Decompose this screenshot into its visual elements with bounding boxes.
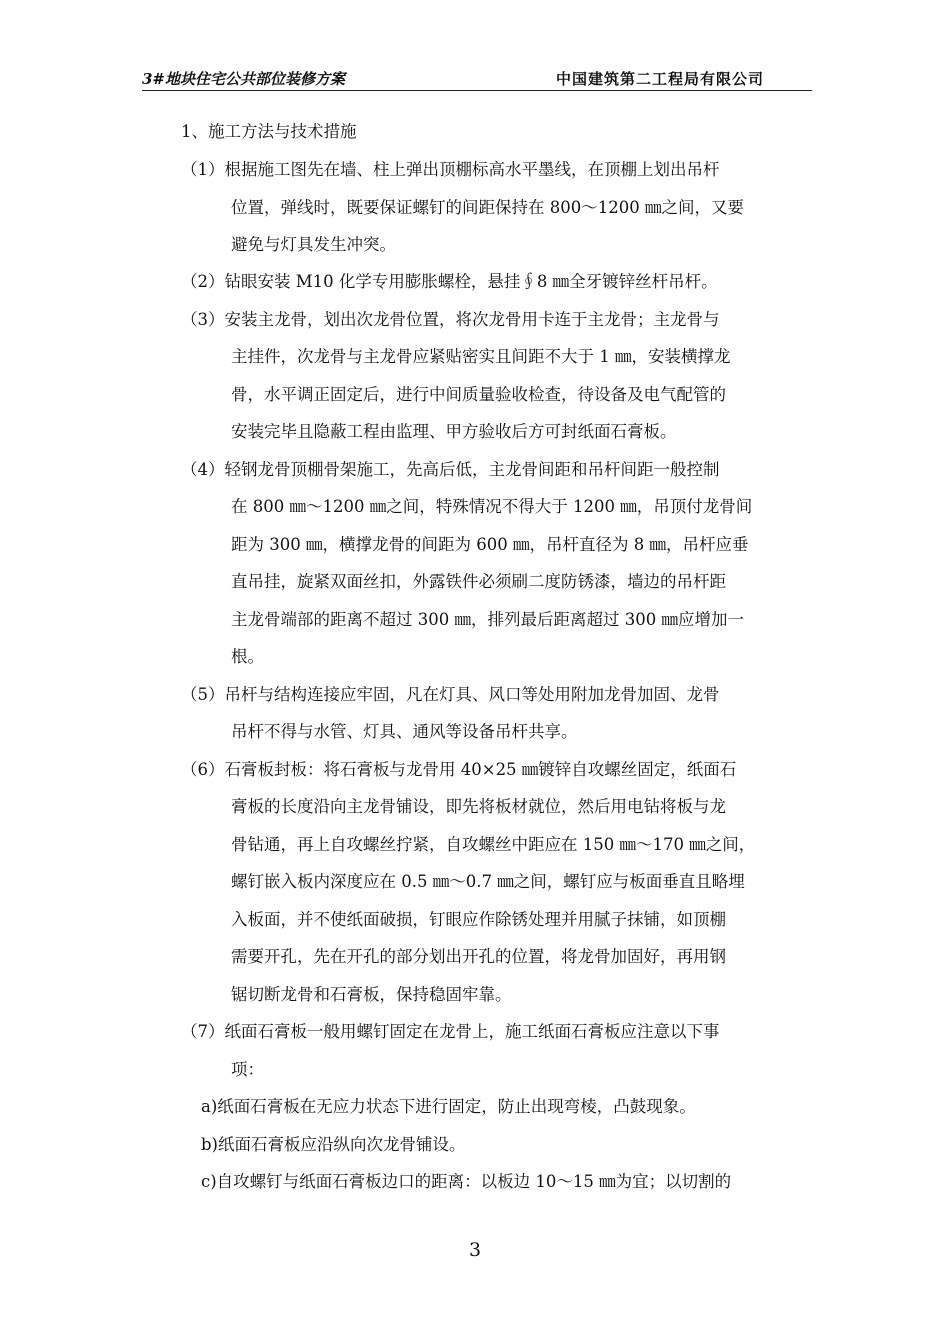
item-6-line-3: 骨钻通，再上自攻螺丝拧紧，自攻螺丝中距应在 150 ㎜～170 ㎜之间， bbox=[231, 835, 756, 854]
item-6-line-4: 螺钉嵌入板内深度应在 0.5 ㎜～0.7 ㎜之间，螺钉应与板面垂直且略埋 bbox=[231, 872, 745, 891]
page-number: 3 bbox=[468, 1239, 482, 1261]
item-1-line-1: （1）根据施工图先在墙、柱上弹出顶棚标高水平墨线，在顶棚上划出吊杆 bbox=[181, 160, 720, 179]
item-7-line-2: 项： bbox=[231, 1060, 264, 1079]
item-4-line-1: （4）轻钢龙骨顶棚骨架施工，先高后低，主龙骨间距和吊杆间距一般控制 bbox=[181, 460, 720, 479]
item-1-line-3: 避免与灯具发生冲突。 bbox=[231, 235, 396, 254]
sub-item-c: c)自攻螺钉与纸面石膏板边口的距离：以板边 10～15 ㎜为宜；以切割的 bbox=[201, 1172, 732, 1191]
header-company-name: 中国建筑第二工程局有限公司 bbox=[555, 70, 764, 88]
item-6-line-5: 入板面，并不使纸面破损，钉眼应作除锈处理并用腻子抹铺，如顶棚 bbox=[231, 910, 726, 929]
item-1-line-2: 位置，弹线时，既要保证螺钉的间距保持在 800～1200 ㎜之间，又要 bbox=[231, 198, 744, 217]
item-6-line-6: 需要开孔，先在开孔的部分划出开孔的位置，将龙骨加固好，再用钢 bbox=[231, 947, 726, 966]
item-3-line-4: 安装完毕且隐蔽工程由监理、甲方验收后方可封纸面石膏板。 bbox=[231, 422, 677, 441]
item-2-line-1: （2）钻眼安装 M10 化学专用膨胀螺栓，悬挂∮8 ㎜全牙镀锌丝杆吊杆。 bbox=[181, 272, 718, 291]
item-6-line-7: 锯切断龙骨和石膏板，保持稳固牢靠。 bbox=[231, 985, 512, 1004]
header-document-title: 3#地块住宅公共部位装修方案 bbox=[142, 70, 346, 88]
item-5-line-1: （5）吊杆与结构连接应牢固，凡在灯具、风口等处用附加龙骨加固、龙骨 bbox=[181, 685, 720, 704]
item-6-line-1: （6）石膏板封板：将石膏板与龙骨用 40×25 ㎜镀锌自攻螺丝固定，纸面石 bbox=[181, 760, 737, 779]
item-3-line-1: （3）安装主龙骨，划出次龙骨位置，将次龙骨用卡连于主龙骨；主龙骨与 bbox=[181, 310, 720, 329]
item-5-line-2: 吊杆不得与水管、灯具、通风等设备吊杆共享。 bbox=[231, 722, 578, 741]
item-4-line-3: 距为 300 ㎜，横撑龙骨的间距为 600 ㎜，吊杆直径为 8 ㎜，吊杆应垂 bbox=[231, 535, 749, 554]
item-4-line-5: 主龙骨端部的距离不超过 300 ㎜，排列最后距离超过 300 ㎜应增加一 bbox=[231, 610, 744, 629]
item-7-line-1: （7）纸面石膏板一般用螺钉固定在龙骨上，施工纸面石膏板应注意以下事 bbox=[181, 1022, 720, 1041]
sub-item-b: b)纸面石膏板应沿纵向次龙骨铺设。 bbox=[201, 1135, 466, 1154]
sub-item-a: a)纸面石膏板在无应力状态下进行固定，防止出现弯棱，凸鼓现象。 bbox=[201, 1097, 696, 1116]
item-4-line-2: 在 800 ㎜～1200 ㎜之间，特殊情况不得大于 1200 ㎜，吊顶付龙骨间 bbox=[231, 497, 753, 516]
item-3-line-3: 骨，水平调正固定后，进行中间质量验收检查，待设备及电气配管的 bbox=[231, 385, 726, 404]
section-title: 1、施工方法与技术措施 bbox=[181, 122, 357, 141]
item-3-line-2: 主挂件，次龙骨与主龙骨应紧贴密实且间距不大于 1 ㎜，安装横撑龙 bbox=[231, 347, 731, 366]
item-4-line-6: 根。 bbox=[231, 647, 264, 666]
item-4-line-4: 直吊挂，旋紧双面丝扣，外露铁件必须刷二度防锈漆，墙边的吊杆距 bbox=[231, 572, 726, 591]
item-6-line-2: 膏板的长度沿向主龙骨铺设，即先将板材就位，然后用电钻将板与龙 bbox=[231, 797, 726, 816]
